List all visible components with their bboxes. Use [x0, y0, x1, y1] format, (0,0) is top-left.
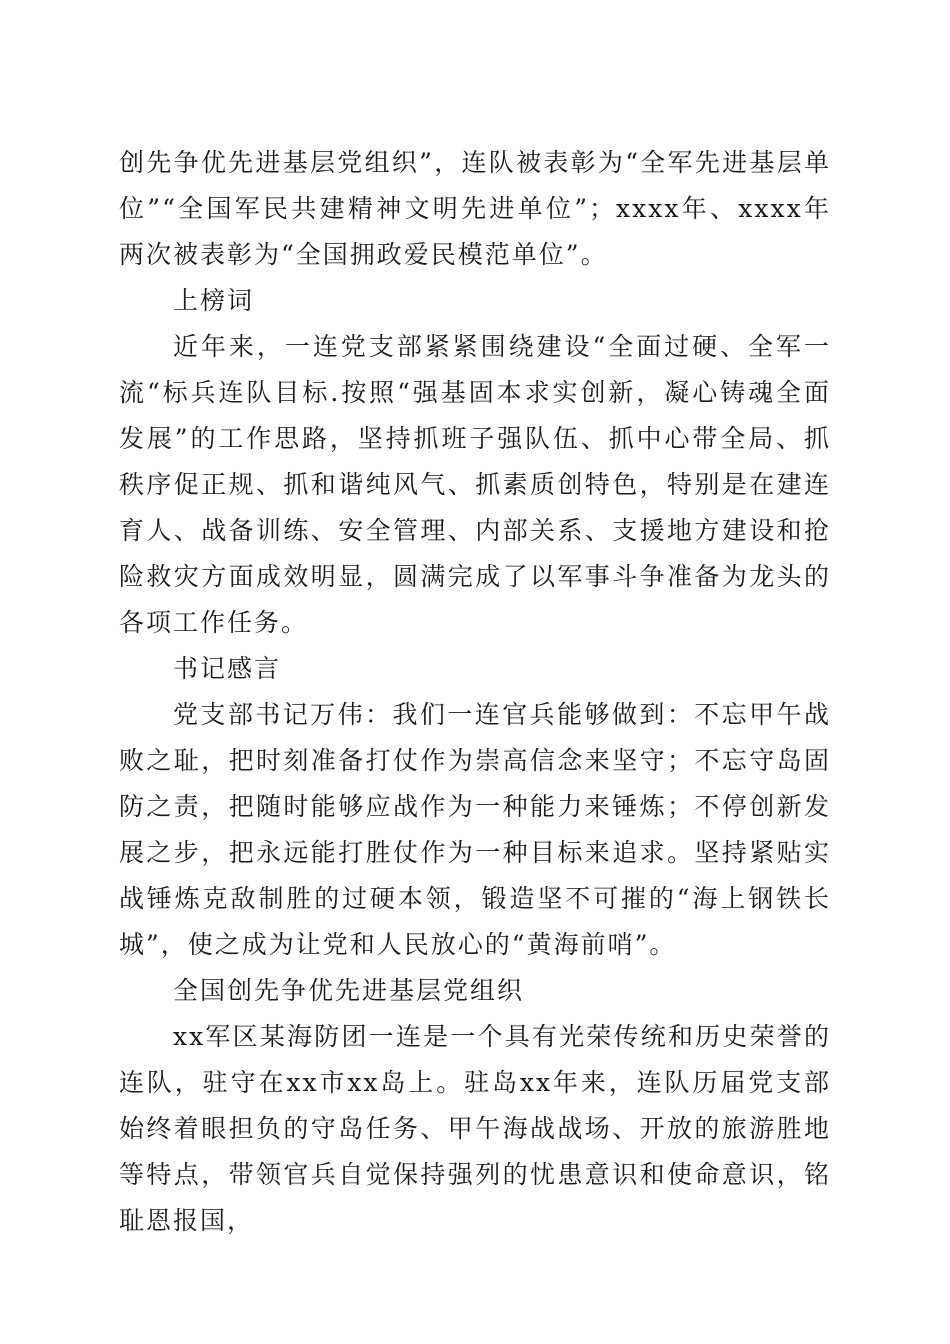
- paragraph-unit-description: xx军区某海防团一连是一个具有光荣传统和历史荣誉的连队，驻守在xx市xx岛上。驻岛xx年来，连队历届党支部始终着眼担负的守岛任务、甲午海战战场、开放的旅游胜地等特点，带领官兵自觉保持强列的忧患意识和使命意识，铭耻恩报国，: [119, 1022, 831, 1235]
- section-heading-citation: 上榜词: [173, 286, 255, 315]
- section-heading-national-award: 全国创先争优先进基层党组织: [173, 976, 525, 1005]
- paragraph-citation: 近年来，一连党支部紧紧围绕建设“全面过硬、全军一流“标兵连队目标.按照“强基固本求实创新，凝心铸魂全面发展”的工作思路，坚持抓班子强队伍、抓中心带全局、抓秩序促正规、抓和谐纯风气、抓素质创特色，特别是在建连育人、战备训练、安全管理、内部关系、支援地方建设和抢险救灾方面成效明显，圆满完成了以军事斗争准备为龙头的各项工作任务。: [119, 332, 831, 637]
- paragraph-honors-continued: 创先争优先进基层党组织”，连队被表彰为“全军先进基层单位”“全国军民共建精神文明先进单位”；xxxx年、xxxx年两次被表彰为“全国拥政爱民模范单位”。: [119, 148, 831, 269]
- document-body: [119, 140, 831, 1244]
- section-heading-secretary-remarks: 书记感言: [173, 654, 282, 683]
- paragraph-secretary-remarks: 党支部书记万伟：我们一连官兵能够做到：不忘甲午战败之耻，把时刻准备打仗作为崇高信念来坚守；不忘守岛固防之责，把随时能够应战作为一种能力来锤炼；不停创新发展之步，把永远能打胜仗作为一种目标来追求。坚持紧贴实战锤炼克敌制胜的过硬本领，锻造坚不可摧的“海上钢铁长城”，使之成为让党和人民放心的“黄海前哨”。: [119, 700, 831, 959]
